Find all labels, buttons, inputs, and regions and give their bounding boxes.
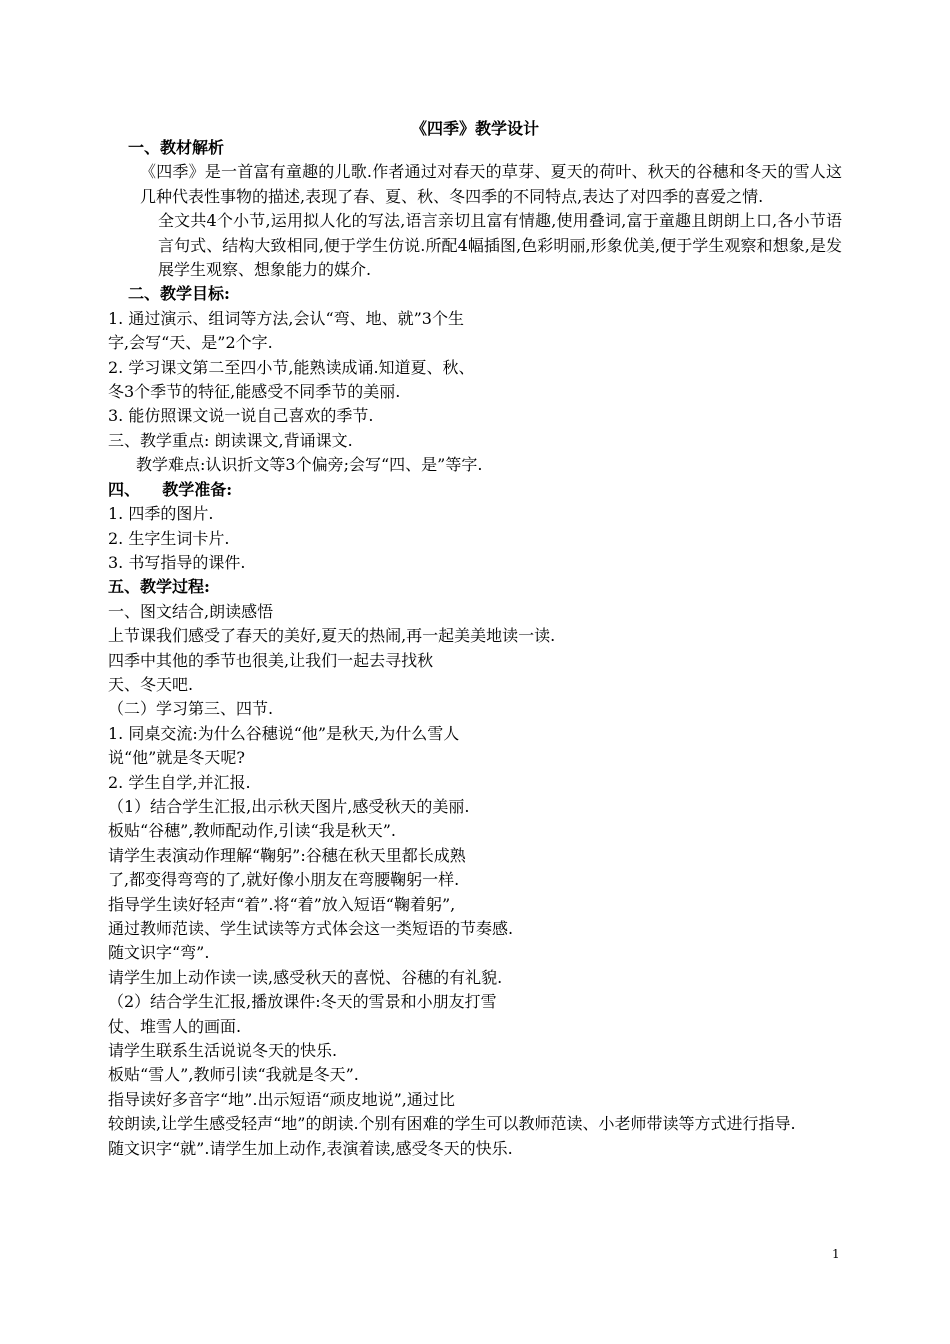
text-line: 2. 学生自学,并汇报. (108, 772, 251, 792)
section-heading: 五、教学过程: (108, 577, 210, 597)
text-line: 了,都变得弯弯的了,就好像小朋友在弯腰鞠躬一样. (108, 870, 460, 890)
text-line: 随文识字“弯”. (108, 943, 210, 963)
text-line: 通过教师范读、学生试读等方式体会这一类短语的节奏感. (108, 919, 514, 938)
page-number: 1 (832, 1247, 840, 1261)
text-line: 板贴“雪人”,教师引读“我就是冬天”. (108, 1065, 359, 1085)
paragraph: 《四季》是一首富有童趣的儿歌.作者通过对春天的草芽、夏天的荷叶、秋天的谷穗和冬天的雪人这几种代表性事物的描述,表现了春、夏、秋、冬四季的不同特点,表达了对四季的喜爱之情. (140, 162, 842, 206)
text-line: 说“他”就是冬天呢? (108, 748, 245, 768)
text-line: 仗、堆雪人的画面. (108, 1016, 242, 1036)
text-line: （二）学习第三、四节. (108, 699, 274, 719)
text-line: 请学生联系生活说说冬天的快乐. (108, 1041, 338, 1061)
document-body (108, 136, 842, 1161)
text-line: 随文识字“就”.请学生加上动作,表演着读,感受冬天的快乐. (108, 1138, 513, 1158)
text-line: 天、冬天吧. (108, 674, 194, 694)
text-line: 冬3个季节的特征,能感受不同季节的美丽. (108, 382, 401, 402)
text-line: （2）结合学生汇报,播放课件:冬天的雪景和小朋友打雪 (108, 992, 497, 1012)
text-line: 1. 通过演示、组词等方法,会认“弯、地、就”3个生 (108, 308, 464, 328)
text-line: （1）结合学生汇报,出示秋天图片,感受秋天的美丽. (108, 796, 470, 816)
text-line: 请学生加上动作读一读,感受秋天的喜悦、谷穗的有礼貌. (108, 967, 503, 987)
text-line: 一、图文结合,朗读感悟 (108, 601, 274, 621)
text-line: 三、教学重点: 朗读课文,背诵课文. (108, 430, 353, 450)
text-line: 请学生表演动作理解“鞠躬”:谷穗在秋天里都长成熟 (108, 845, 466, 865)
text-line: 板贴“谷穗”,教师配动作,引读“我是秋天”. (108, 821, 396, 841)
text-line: 字,会写“天、是”2个字. (108, 333, 273, 353)
section-heading: 一、教材解析 (128, 138, 225, 157)
text-line: 教学难点:认识折文等3个偏旁;会写“四、是”等字. (136, 455, 483, 475)
text-line: 3. 书写指导的课件. (108, 552, 246, 572)
text-line: 1. 同桌交流:为什么谷穗说“他”是秋天,为什么雪人 (108, 723, 460, 743)
text-line: 指导读好多音字“地”.出示短语“顽皮地说”,通过比 (108, 1089, 455, 1109)
text-line: 2. 学习课文第二至四小节,能熟读成诵.知道夏、秋、 (108, 357, 475, 377)
section-heading: 四、 教学准备: (108, 479, 233, 499)
text-line: 3. 能仿照课文说一说自己喜欢的季节. (108, 406, 374, 426)
text-line: 2. 生字生词卡片. (108, 528, 230, 548)
paragraph: 较朗读,让学生感受轻声“地”的朗读.个别有困难的学生可以教师范读、小老师带读等方式进行指导. (108, 1114, 796, 1134)
text-line: 1. 四季的图片. (108, 504, 214, 524)
paragraph: 全文共4个小节,运用拟人化的写法,语言亲切且富有情趣,使用叠词,富于童趣且朗朗上口,各小节语言句式、结构大致相同,便于学生仿说.所配4幅插图,色彩明丽,形象优美,便于学生观察和想象,是发展学生观察、想象能力的媒介. (158, 211, 842, 280)
section-heading: 二、教学目标: (128, 284, 230, 304)
document-title: 《四季》教学设计 (410, 119, 539, 138)
text-line: 上节课我们感受了春天的美好,夏天的热闹,再一起美美地读一读. (108, 626, 556, 646)
text-line: 四季中其他的季节也很美,让我们一起去寻找秋 (108, 650, 434, 670)
text-line: 指导学生读好轻声“着”.将“着”放入短语“鞠着躬”, (108, 894, 456, 914)
